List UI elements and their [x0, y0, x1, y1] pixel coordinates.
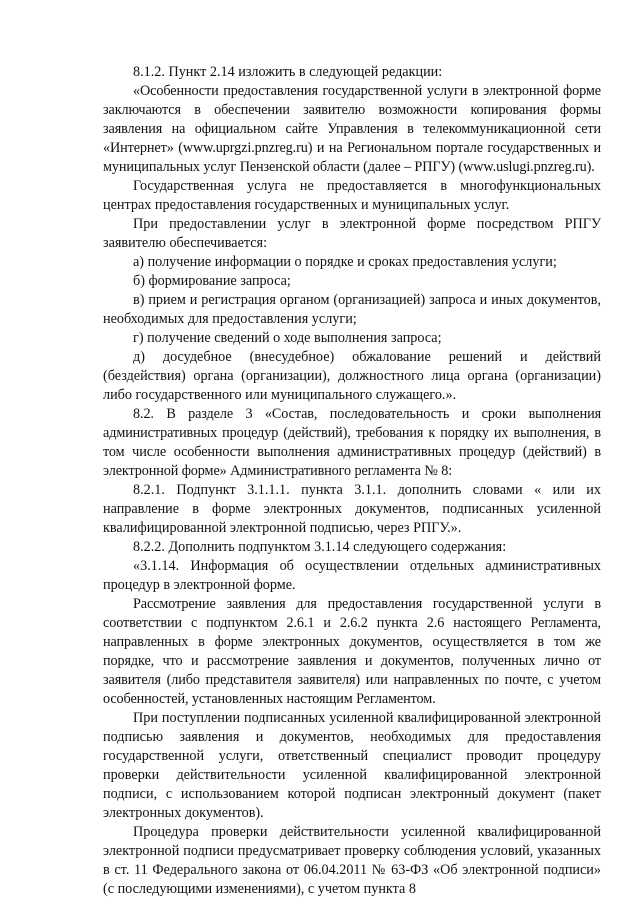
- paragraph-signature-receipt: При поступлении подписанных усиленной квалифицированной электронной подписью заявления и документов, необходимых для предоставления государственной услуги, ответственный специалист проводит процедуру проверки действительности усиленной квалифицированной электронной подписи, с использованием которой подписан электронный документ (пакет электронных документов).: [103, 710, 601, 821]
- paragraph-8-2-2: 8.2.2. Дополнить подпунктом 3.1.14 следующего содержания:: [133, 539, 507, 555]
- paragraph-electronic-form-features: «Особенности предоставления государственной услуги в электронной форме заключаются в обеспечении заявителю возможности копирования формы заявления на официальном сайте Управления в телекоммуникационной сети «Интернет» (www.uprgzi.pnzreg.ru) и на Региональном портале государственных и муниципальных услуг Пензенской области (далее – РПГУ) (www.uslugi.pnzreg.ru).: [103, 83, 601, 175]
- paragraph-8-2: 8.2. В разделе 3 «Состав, последовательность и сроки выполнения административных процедур (действий), требования к порядку их выполнения, в том числе особенности выполнения административных процедур (действий) в электронной форме» Административного регламента № 8:: [103, 406, 601, 479]
- paragraph-8-1-2: 8.1.2. Пункт 2.14 изложить в следующей редакции:: [133, 64, 443, 80]
- list-item-a: а) получение информации о порядке и сроках предоставления услуги;: [133, 254, 557, 270]
- list-item-v: в) прием и регистрация органом (организацией) запроса и иных документов, необходимых для предоставления услуги;: [103, 292, 601, 327]
- paragraph-mfc-not-provided: Государственная услуга не предоставляется в многофункциональных центрах предоставления государственных и муниципальных услуг.: [103, 178, 601, 213]
- paragraph-application-review: Рассмотрение заявления для предоставления государственной услуги в соответствии с подпунктом 2.6.1 и 2.6.2 пункта 2.6 настоящего Регламента, направленных в форме электронных документов, осуществляется в том же порядке, что и рассмотрение заявления и документов, полученных лично от заявителя (либо представителя заявителя) или направленных по почте, с учетом особенностей, установленных настоящим Регламентом.: [103, 596, 601, 707]
- list-item-g: г) получение сведений о ходе выполнения запроса;: [133, 330, 442, 346]
- paragraph-rpgu-provision: При предоставлении услуг в электронной форме посредством РПГУ заявителю обеспечивается:: [103, 216, 601, 251]
- paragraph-8-2-1: 8.2.1. Подпункт 3.1.1.1. пункта 3.1.1. дополнить словами « или их направление в форме электронных документов, подписанных усиленной квалифицированной электронной подписью, через РПГУ.».: [103, 482, 601, 536]
- paragraph-signature-verification: Процедура проверки действительности усиленной квалифицированной электронной подписи предусматривает проверку соблюдения условий, указанных в ст. 11 Федерального закона от 06.04.2011 № 63-ФЗ «Об электронной подписи» (с последующими изменениями), с учетом пункта 8: [103, 824, 601, 897]
- list-item-d: д) досудебное (внесудебное) обжалование решений и действий (бездействия) органа (организации), должностного лица органа (организации) либо государственного или муниципального служащего.».: [103, 349, 601, 403]
- list-item-b: б) формирование запроса;: [133, 273, 291, 289]
- paragraph-3-1-14: «3.1.14. Информация об осуществлении отдельных административных процедур в электронной форме.: [103, 558, 601, 593]
